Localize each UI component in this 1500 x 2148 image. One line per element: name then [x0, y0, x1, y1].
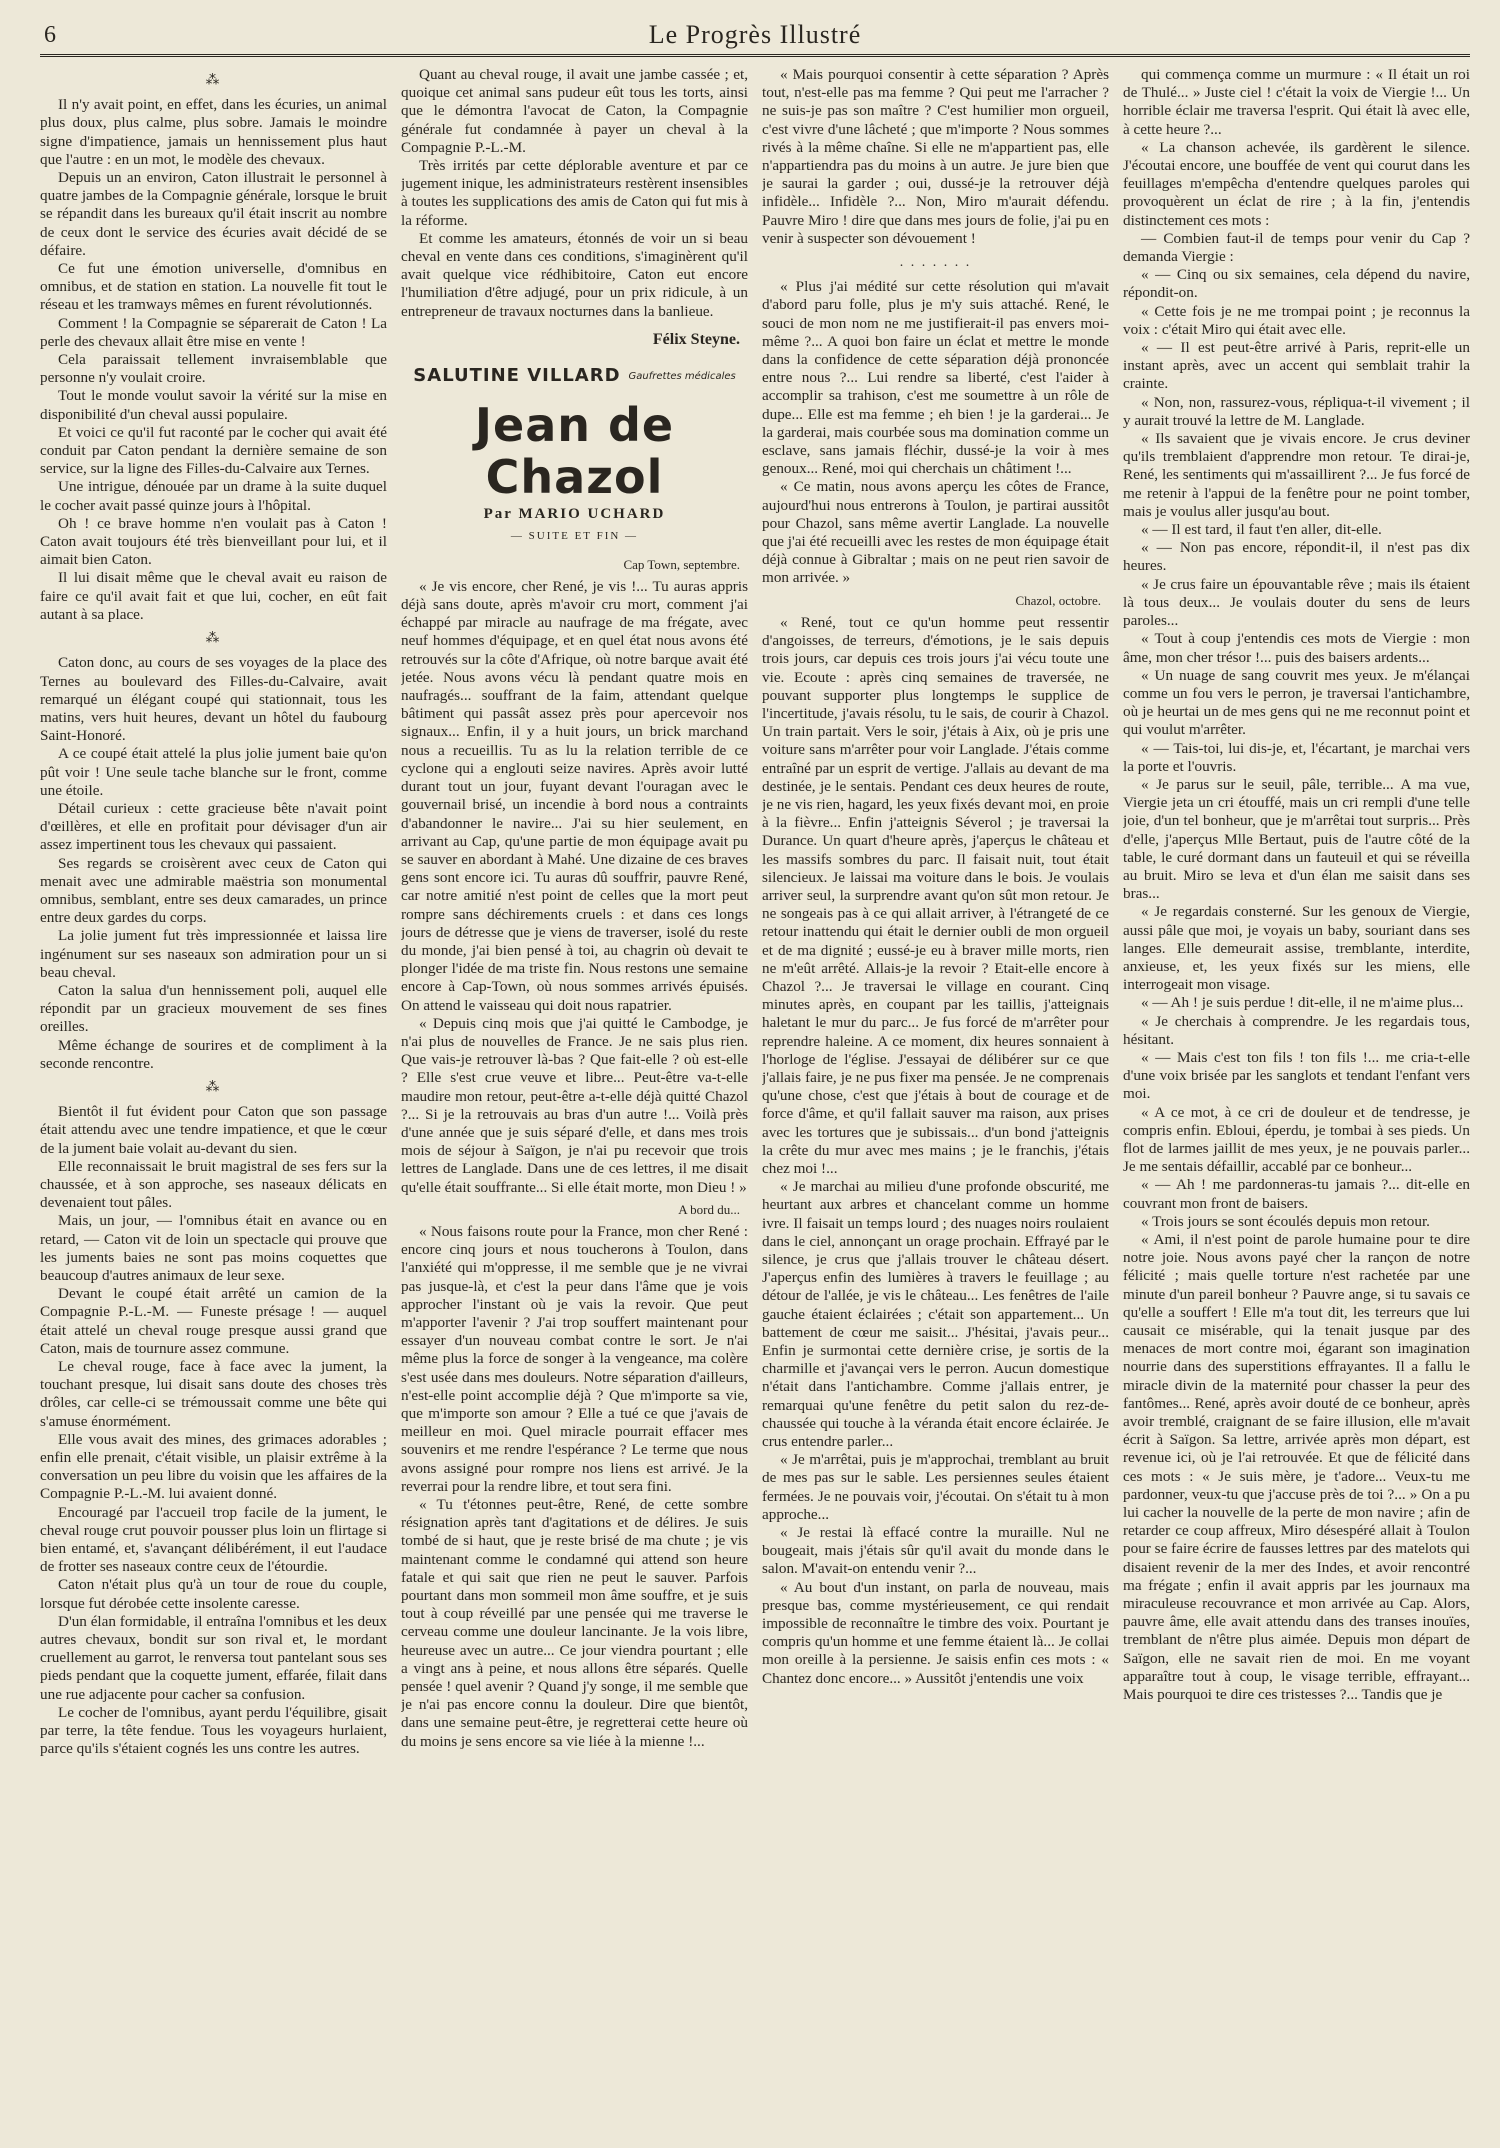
- paragraph: Même échange de sourires et de compliment à la seconde rencontre.: [40, 1036, 387, 1072]
- paragraph: Le cocher de l'omnibus, ayant perdu l'équilibre, gisait par terre, la tête fendue. Tous les voyageurs hurlaient, parce qu'ils s'étaient cognés les uns contre les autres.: [40, 1703, 387, 1758]
- paragraph: « — Non pas encore, répondit-il, il n'est pas dix heures.: [1123, 539, 1470, 575]
- paragraph: « Tu t'étonnes peut-être, René, de cette sombre résignation après tant d'agitations et de délires. Je suis tombé de si haut, que je reste brisé de ma chute ; je vis maintenant comme le condamné qui attend son heure fatale et qui sait que rien ne peut le sauver. Parfois pourtant dans mon sommeil mon âme souffre, et je suis tout à coup réveillé par une pensée qui me traverse le cerveau comme une douleur lancinante. Je la vois libre, heureuse avec un autre... Ce jour viendra pourtant ; elle a vingt ans à peine, et nous allons être séparés. Quelle pensée ! quel avenir ? Quand j'y songe, il me semble que je n'ai pas encore connu la douleur. Dire que bientôt, dans une semaine peut-être, je regretterai cette heure où du moins je sens encore sa vie liée à la mienne !...: [401, 1496, 748, 1750]
- paragraph: Il n'y avait point, en effet, dans les écuries, un animal plus doux, plus calme, plus sobre. Jamais le moindre signe d'impatience, jamais un hennissement plus haut que l'autre : en un mot, le modèle des chevaux.: [40, 96, 387, 168]
- paragraph: « — Ah ! je suis perdue ! dit-elle, il ne m'aime plus...: [1141, 994, 1464, 1012]
- paragraph: « Mais pourquoi consentir à cette séparation ? Après tout, n'est-elle pas ma femme ? Qui peut me l'arracher ? ne suis-je pas son maître ? C'est humilier mon orgueil, c'est vivre d'une lâcheté ; que m'importe ? Nous sommes rivés à la même chaîne. Si elle ne m'appartient pas, elle n'appartiendra pas du moins à un autre. Je jure bien que je saurai la garder ; oui, dussé-je la retrouver déjà infidèle... Infidèle ?... Non, Miro m'aurait défendu. Pauvre Miro ! dire que dans mes jours de folie, j'ai pu en venir à suspecter son dévouement !: [762, 66, 1109, 247]
- paragraph: Elle reconnaissait le bruit magistral de ses fers sur la chaussée, et à son approche, ses naseaux délicats en devenaient tout pâles.: [40, 1157, 387, 1212]
- paragraph: Détail curieux : cette gracieuse bête n'avait point d'œillères, et elle en profitait pour dévisager d'un air assez impertinent tous les chevaux qui passaient.: [40, 799, 387, 854]
- section-separator: ⁂: [205, 631, 222, 647]
- paragraph: « Je cherchais à comprendre. Je les regardais tous, hésitant.: [1123, 1012, 1470, 1048]
- paragraph: « — Ah ! me pardonneras-tu jamais ?... dit-elle en couvrant mon front de baisers.: [1123, 1176, 1470, 1212]
- paragraph: « Je marchai au milieu d'une profonde obscurité, me heurtant aux arbres et chancelant comme un homme ivre. Il faisait un temps lourd ; des nuages noirs roulaient dans le ciel, annonçant un orage prochain. Effrayé par le silence, je crus que j'allais trouver le château désert. J'aperçus enfin des lumières à travers le feuillage ; au détour de l'allée, je vis le château... Les fenêtres de l'aile gauche étaient éclairées ; c'était son appartement... Un battement de cœur me saisit... J'hésitai, j'avais peur... Enfin je surmontai cette dernière crise, je sortis de la charmille et j'avançai vers le perron. Aucun domestique n'était dans l'antichambre. Comme j'allais entrer, je remarquai qu'une fenêtre du petit salon du rez-de-chaussée qui touche à la véranda était encore éclairée. Je crus entendre parler...: [762, 1178, 1109, 1451]
- paragraph: « — Mais c'est ton fils ! ton fils !... me cria-t-elle d'une voix brisée par les sanglots et tendant l'enfant vers moi.: [1123, 1048, 1470, 1103]
- paragraph: « La chanson achevée, ils gardèrent le silence. J'écoutai encore, une bouffée de vent qui courut dans les feuillages m'empêcha d'entendre quelques paroles qui provoquèrent un éclat de rire ; à la fin, j'entendis distinctement ces mots :: [1123, 138, 1470, 229]
- columns: [40, 66, 1470, 2136]
- paragraph: Ce fut une émotion universelle, d'omnibus en omnibus, et de station en station. La nouvelle fit tout le réseau et les tramways mêmes en furent révolutionnés.: [40, 260, 387, 314]
- paragraph: Mais, un jour, — l'omnibus était en avance ou en retard, — Caton vit de loin un spectacle qui prouve que les juments baies ne sont pas moins coquettes que beaucoup d'autres animaux de leur sexe.: [40, 1212, 387, 1284]
- paragraph: Une intrigue, dénouée par un drame à la suite duquel le cocher avait passé quinze jours à l'hôpital.: [40, 478, 387, 514]
- paragraph: « A ce mot, à ce cri de douleur et de tendresse, je compris enfin. Ebloui, éperdu, je tombai à ses pieds. Un flot de larmes jaillit de mes yeux, je ne pouvais parler... Je me sentais défaillir, accablé par ce bonheur...: [1123, 1103, 1470, 1176]
- paragraph: Devant le coupé était arrêté un camion de la Compagnie P.-L.-M. — Funeste présage ! — auquel était attelé un cheval rouge presque aussi grand que Caton, mais de tournure assez commune.: [40, 1285, 387, 1357]
- column-1: [40, 66, 387, 2136]
- paragraph: Quant au cheval rouge, il avait une jambe cassée ; et, quoique cet animal sans pudeur eût tous les torts, ainsi que le démontra l'avocat de Caton, la Compagnie générale fut condamnée à payer un cheval à la Compagnie P.-L.-M.: [401, 66, 748, 156]
- author-signature: Félix Steyne.: [652, 330, 740, 348]
- ad-brand: SALUTINE VILLARD: [413, 365, 621, 387]
- paragraph: « — Il est tard, il faut t'en aller, dit-elle.: [1141, 521, 1382, 539]
- paragraph: « Je crus faire un épouvantable rêve ; mais ils étaient là tous deux... Je voulais douter du sens de leurs paroles...: [1123, 575, 1470, 630]
- paragraph: « Je restai là effacé contre la muraille. Nul ne bougeait, mais j'étais sûr qu'il avait du monde dans le salon. M'avait-on entendu venir ?...: [762, 1524, 1109, 1578]
- paragraph: « — Cinq ou six semaines, cela dépend du navire, répondit-on.: [1123, 266, 1470, 302]
- paragraph: qui commença comme un murmure : « Il était un roi de Thulé... » Juste ciel ! c'était la voix de Viergie !... Un horrible éclair me traversa l'esprit. Qui était là avec elle, à cette heure ?...: [1123, 66, 1470, 138]
- paragraph: A ce coupé était attelé la plus jolie jument baie qu'on pût voir ! Une seule tache blanche sur le front, comme une étoile.: [40, 745, 387, 799]
- paragraph: Depuis un an environ, Caton illustrait le personnel à quatre jambes de la Compagnie générale, lorsque le bruit se répandit dans les bureaux qu'il était inscrit au nombre de ceux dont le service des écuries avait décidé de se défaire.: [40, 169, 387, 259]
- paragraph: « Un nuage de sang couvrit mes yeux. Je m'élançai comme un fou vers le perron, je traversai l'antichambre, où je heurtai un de mes gens qui ne me reconnut point et qui voulut m'arrêter.: [1123, 666, 1470, 739]
- paragraph: « Trois jours se sont écoulés depuis mon retour.: [1141, 1212, 1430, 1230]
- page-header: [40, 18, 1470, 57]
- paragraph: La jolie jument fut très impressionnée et laissa lire ingénument sur ses naseaux son admiration pour un si beau cheval.: [40, 927, 387, 981]
- paragraph: « Nous faisons route pour la France, mon cher René : encore cinq jours et nous toucherons à Toulon, dans l'anxiété qui m'oppresse, il me semble que je ne vivrai pas jusque-là, et c'est la peur dans l'âme que je vois approcher l'instant où je vais la revoir. Que peut m'apporter l'avenir ? J'ai trop souffert maintenant pour essayer d'un nouveau combat contre le sort. Je n'ai même plus la force de songer à la vengeance, ma colère s'est usée dans mes douleurs. Notre séparation d'ailleurs, n'est-elle point accomplie déjà ? Que m'importe sa vie, que m'importe son amour ? Elle a tué ce que j'avais de meilleur en moi. Quel miracle pourrait effacer mes souvenirs et me rendre l'espérance ? Le terme que nous avons assigné pour rompre nos liens est arrivé. Je la reverrai pour la rendre libre, et tout sera fini.: [401, 1222, 748, 1495]
- paragraph: Cela paraissait tellement invraisemblable que personne n'y voulait croire.: [40, 351, 387, 387]
- paragraph: « Ce matin, nous avons aperçu les côtes de France, aujourd'hui nous entrerons à Toulon, je partirai aussitôt pour Chazol, sans même avertir Langlade. La nouvelle que j'ai été recueilli avec les restes de mon équipage était déjà connue à Gibraltar ; mais on ne peut rien savoir de mon arrivée. »: [762, 478, 1109, 587]
- paragraph: Elle vous avait des mines, des grimaces adorables ; enfin elle prenait, c'était visible, un plaisir extrême à la conversation un peu libre du voisin que les affaires de la Compagnie P.-L.-M. lui avaient donné.: [40, 1430, 387, 1503]
- dateline: A bord du...: [678, 1201, 740, 1217]
- paragraph: « Ils savaient que je vivais encore. Je crus deviner qu'ils tremblaient d'apprendre mon retour. Te dirai-je, René, les sentiments qui m'assaillirent ?... Je fus forcé de me retenir à l'appui de la fenêtre pour ne point tomber, mais je voulus aller jusqu'au bout.: [1123, 430, 1470, 520]
- paragraph: Bientôt il fut évident pour Caton que son passage était attendu avec une tendre impatience, et que le cœur de la jument baie volait au-devant du sien.: [40, 1103, 387, 1157]
- paragraph: « — Tais-toi, lui dis-je, et, l'écartant, je marchai vers la porte et l'ouvris.: [1123, 739, 1470, 775]
- paragraph: « Au bout d'un instant, on parla de nouveau, mais presque bas, comme mystérieusement, ce qui rendait impossible de reconnaître le timbre des voix. Pourtant je compris qu'un homme et une femme étaient là... Je collai mon oreille à la persienne. Je saisis enfin ces mots : « Chantez donc encore... » Aussitôt j'entendis une voix: [762, 1578, 1109, 1687]
- story-continued-note: — SUITE ET FIN —: [510, 530, 639, 543]
- section-separator: ⁂: [205, 73, 222, 88]
- paragraph: Comment ! la Compagnie se séparerait de Caton ! La perle des chevaux allait être mise en vente !: [40, 314, 387, 350]
- paragraph: « Je m'arrêtai, puis je m'approchai, tremblant au bruit de mes pas sur le sable. Les persiennes seules étaient fermées. Je ne pouvais voir, j'écoutai. On s'était tu à mon approche...: [762, 1451, 1109, 1523]
- newspaper-title: Le Progrès Illustré: [648, 20, 862, 49]
- paragraph: « Ami, il n'est point de parole humaine pour te dire notre joie. Nous avons payé cher la rançon de notre félicité ; mais quelle torture n'est rachetée par une minute d'un pareil bonheur ? Pauvre ange, si tu savais ce qu'elle a souffert ! Elle m'a tout dit, les terreurs que lui causait ce misérable, qui la tenait jusque par des menaces de mort contre moi, égarant son imagination nourrie dans des superstitions effrayantes. Il a fallu le miracle divin de la maternité pour chasser la peur des fantômes... René, après avoir douté de ce bonheur, après avoir tremblé, craignant de se faire illusion, elle m'avait écrit à Saïgon. Sa lettre, arrivée après mon départ, est revenue ici, où je l'ai retrouvée. Et que de félicité dans ces mots : « Je suis mère, je t'adore... Veux-tu me pardonner, veux-tu que j'accuse près de toi ?... » On a pu lui cacher la nouvelle de la perte de mon navire ; afin de retarder ce coup affreux, Miro désespéré allait à Toulon pour se faire écrire de fausses lettres par des matelots qui disaient revenir de la mer des Indes, et avoir rencontré ma frégate ; enfin il avait appris par les journaux ma miraculeuse recouvrance et mon arrivée au Cap. Alors, pauvre âme, elle avait attendu dans des transes inouïes, tremblant de n'être plus aimée. Depuis mon départ de Saïgon, elle ne savait rien de moi. En me voyant apparaître tout à coup, le visage terrible, effrayant... Mais pourquoi te dire ces tristesses ?... Tandis que je: [1123, 1231, 1470, 1704]
- paragraph: Caton donc, au cours de ses voyages de la place des Ternes au boulevard des Filles-du-Calvaire, avait remarqué un élégant coupé qui stationnait, tous les matins, vers huit heures, devant un hôtel du faubourg Saint-Honoré.: [40, 654, 387, 745]
- paragraph: Caton la salua d'un hennissement poli, auquel elle répondit par un gracieux mouvement de ses fines oreilles.: [40, 981, 387, 1036]
- paragraph: « Plus j'ai médité sur cette résolution qui m'avait d'abord paru folle, plus je m'y suis attaché. René, le souci de mon nom ne me justifierait-il pas envers moi-même ?... A quoi bon faire un éclat et mettre le monde dans la confidence de cette séparation déjà prononcée entre nous ?... Lui rendre sa liberté, c'est l'aider à accomplir sa trahison, c'est me soumettre à un rôle de dupe... Elle est ma femme ; eh bien ! je la garderai... Je la garderai, mais courbée sous ma domination comme un esclave, sans jamais fléchir, dussé-je la voir à mes genoux... René, moi qui cherchais un châtiment !...: [762, 278, 1109, 478]
- paragraph: Il lui disait même que le cheval avait eu raison de faire ce qu'il avait fait et que lui, cocher, en eût fait autant à sa place.: [40, 569, 387, 623]
- ad-tagline: Gaufrettes médicales: [628, 370, 736, 382]
- paragraph: « Je regardais consterné. Sur les genoux de Viergie, aussi pâle que moi, je voyais un baby, souriant dans ses langes. Elle demeurait assise, tremblante, interdite, anxieuse, et, les yeux fixés sur les miens, elle interrogeait mon visage.: [1123, 903, 1470, 994]
- paragraph: Et comme les amateurs, étonnés de voir un si beau cheval en vente dans ces conditions, s'imaginèrent qu'il avait quelque vice rédhibitoire, Caton eut encore l'humiliation d'être adjugé, pour un prix ridicule, à un entrepreneur de travaux nocturnes dans la banlieue.: [401, 229, 748, 320]
- paragraph: Encouragé par l'accueil trop facile de la jument, le cheval rouge crut pouvoir pousser plus loin un flirtage si bien entamé, et, s'avançant délibérément, il eut l'audace de frotter ses naseaux contre ceux de l'étourdie.: [40, 1503, 387, 1576]
- paragraph: « René, tout ce qu'un homme peut ressentir d'angoisses, de terreurs, d'émotions, je le sais depuis trois jours, car depuis ces trois jours j'ai vécu toute une vie. Ecoute : après cinq semaines de traversée, ne pouvant supporter plus longtemps le supplice de l'incertitude, j'avais résolu, tu le sais, de courir à Chazol. Un train partait. Vers le soir, j'étais à Aix, où je pris une voiture sans m'arrêter pour voir Langlade. J'étais comme entraîné par un esprit de vertige. J'allais au devant de ma destinée, je le sentais. Pendant ces deux heures de route, je ne vis rien, hagard, les yeux fixés devant moi, en proie à la fièvre... Enfin j'atteignis Séverol ; je traversai la Durance. Un quart d'heure après, j'aperçus le château et les massifs sombres du parc. Il faisait nuit, tout était silencieux. Je laissai ma voiture dans le bois. Je voulais arriver seul, la surprendre avant qu'on sût mon retour. Je ne songeais pas à ce qui allait arriver, à l'étrangeté de ce retour inattendu qui était le dernier oubli de mon orgueil et de ma dignité ; eussé-je eu à braver mille morts, rien ne m'eût arrêté. Allais-je la revoir ? Etait-elle encore à Chazol ?... Je traversai le village en courant. Cinq minutes après, en coupant par les taillis, j'atteignais haletant le mur du parc... Je fus forcé de m'arrêter pour reprendre haleine. A ce moment, dix heures sonnaient à l'horloge de l'église. J'essayai de délibérer sur ce que j'allais faire, je ne pus fixer ma pensée. Je ne comprenais qu'une chose, c'est que j'étais à bout de courage et de force d'âme, et qu'il fallait sauver ma raison, aux prises avec les tortures que je subissais... d'un bond j'atteignis la crête du mur avec mes mains ; je le franchis, j'étais chez moi !...: [762, 613, 1109, 1177]
- section-separator: . . . . . . .: [899, 255, 972, 271]
- dateline: Cap Town, septembre.: [623, 556, 740, 572]
- paragraph: Et voici ce qu'il fut raconté par le cocher qui avait été conduit par Caton pendant la dernière semaine de son service, sur la ligne des Filles-du-Calvaire aux Ternes.: [40, 423, 387, 478]
- paragraph: Ses regards se croisèrent avec ceux de Caton qui menait avec une admirable maëstria son monumental omnibus, semblant, entre ses deux camarades, un prince entre deux gardes du corps.: [40, 854, 387, 927]
- paragraph: « Non, non, rassurez-vous, répliqua-t-il vivement ; il y aurait trouvé la lettre de M. Langlade.: [1123, 393, 1470, 429]
- column-3: [762, 66, 1109, 2136]
- paragraph: « — Il est peut-être arrivé à Paris, reprit-elle un instant après, avec un accent qui semblait trahir la crainte.: [1123, 339, 1470, 393]
- paragraph: Le cheval rouge, face à face avec la jument, la touchant presque, lui disait sans doute des choses très drôles, car celle-ci se trémoussait comme une bête qui s'amuse énormément.: [40, 1358, 387, 1430]
- page-number: 6: [44, 22, 56, 48]
- paragraph: Oh ! ce brave homme n'en voulait pas à Caton ! Caton avait toujours été très bienveillant pour lui, et il aimait bien Caton.: [40, 514, 387, 569]
- paragraph: Très irrités par cette déplorable aventure et par ce jugement inique, les administrateurs restèrent insensibles à toutes les supplications des amis de Caton qui fut mis à la réforme.: [401, 157, 748, 229]
- section-separator: ⁂: [205, 1079, 222, 1095]
- paragraph: « Je vis encore, cher René, je vis !... Tu auras appris déjà sans doute, après m'avoir cru mort, comment j'ai échappé par miracle au naufrage de ma frégate, avec neuf hommes d'équipage, et en quel état nous avons été retrouvés sur la côte d'Afrique, où notre barque avait été jetée. Nous avons vécu là pendant quatre mois en naufragés... souffrant de la faim, attendant quelque bâtiment qui passât assez près pour apercevoir nos signaux... Enfin, il y a huit jours, un brick marchand nous a recueillis. Tu as lu la relation terrible de ce cyclone qui a englouti seize navires. Après avoir lutté durant tout un jour, fuyant devant l'ouragan avec le gouvernail brisé, un incendie à bord nous a contraints d'abandonner le navire... J'ai su hier seulement, en arrivant au Cap, qu'une partie de mon équipage avait pu se sauver en abordant à Mahé. Une dizaine de ces braves gens sont encore ici. Tu auras dû souffrir, pauvre René, car notre amitié n'est point de celles que la mort peut rompre sans déchirements cruels : et dans ces longs jours de détresse que je viens de traverser, isolé du reste du monde, j'ai bien pensé à toi, au chagrin où devait te plonger l'idée de ma triste fin. Nous restons une semaine encore à Cap-Town, où nous sommes arrivés épuisés. On attend le vaisseau qui doit nous rapatrier.: [401, 577, 748, 1014]
- paragraph: — Combien faut-il de temps pour venir du Cap ? demanda Viergie :: [1123, 229, 1470, 266]
- paragraph: « Je parus sur le seuil, pâle, terrible... A ma vue, Viergie jeta un cri étouffé, mais un cri rempli d'une telle joie, d'un tel bonheur, que je m'arrêtai tout surpris... Près d'elle, j'aperçus Mlle Bertaut, puis de l'autre côté de la table, le curé dormant dans un fauteuil et qui se réveilla au bruit. Miro se leva et d'un élan me saisit dans ses bras...: [1123, 775, 1470, 903]
- dateline: Chazol, octobre.: [1015, 592, 1101, 608]
- paragraph: « Tout à coup j'entendis ces mots de Viergie : mon âme, mon cher trésor !... puis des baisers ardents...: [1123, 630, 1470, 666]
- column-2: [401, 66, 748, 2136]
- story-byline: Par MARIO UCHARD: [483, 506, 666, 523]
- column-4: [1123, 66, 1470, 2136]
- paragraph: « Depuis cinq mois que j'ai quitté le Cambodge, je n'ai plus de nouvelles de France. Je ne sais plus rien. Que vais-je retrouver là-bas ? Que fait-elle ? où est-elle ? Elle s'est crue veuve et libre... Peut-être va-t-elle maudire mon retour, peut-être a-t-elle déjà quitté Chazol ?... Si je la retrouvais au bras d'un autre !... Voilà près d'une année que je suis séparé d'elle, et dans mes trois mois de séjour à Saïgon, je n'ai pu recevoir que trois lettres de Langlade. Dans une de ces lettres, il me disait qu'elle était souffrante... Si elle était morte, mon Dieu ! »: [401, 1014, 748, 1196]
- advertisement-banner: [405, 367, 744, 385]
- paragraph: Caton n'était plus qu'à un tour de roue du couple, lorsque fut dérobée cette insolente caresse.: [40, 1576, 387, 1612]
- paragraph: D'un élan formidable, il entraîna l'omnibus et les deux autres chevaux, bondit sur son rival et, le mordant cruellement au garrot, le renversa tout pantelant sous ses pieds pendant que la coquette jument, effarée, filait dans une rue adjacente pour cacher sa confusion.: [40, 1612, 387, 1703]
- story-title: Jean de Chazol: [474, 398, 675, 505]
- paragraph: « Cette fois je ne me trompai point ; je reconnus la voix : c'était Miro qui était avec elle.: [1123, 302, 1470, 338]
- paragraph: Tout le monde voulut savoir la vérité sur la mise en disponibilité d'un cheval aussi populaire.: [40, 387, 387, 423]
